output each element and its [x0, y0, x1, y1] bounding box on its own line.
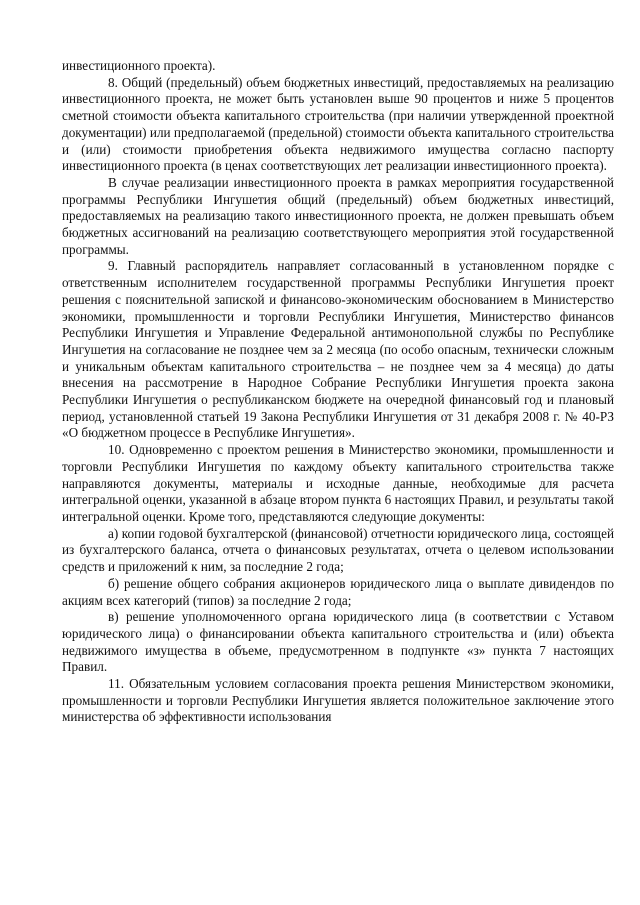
document-page: [62, 58, 614, 726]
paragraph-subitem-a: а) копии годовой бухгалтерской (финансовой) отчетности юридического лица, состоящей из бухгалтерского баланса, отчета о финансовых результатах, отчета о целевом использовании средств и приложений к ним, за последние 2 года;: [62, 525, 614, 575]
paragraph-subitem-v: в) решение уполномоченного органа юридического лица (в соответствии с Уставом юридического лица) о финансировании объекта капитального строительства и (или) объекта недвижимого имущества в объеме, предусмотренном в подпункте «з» пункта 7 настоящих Правил.: [62, 609, 614, 675]
paragraph-item-10: 10. Одновременно с проектом решения в Министерство экономики, промышленности и торговли Республики Ингушетия по каждому объекту капитального строительства также направляются документы, материалы и исходные данные, необходимые для расчета интегральной оценки, указанной в абзаце втором пункта 6 настоящих Правил, и результаты такой интегральной оценки. Кроме того, представляются следующие документы:: [62, 442, 614, 524]
paragraph-item-8-program: В случае реализации инвестиционного проекта в рамках мероприятия государственной программы Республики Ингушетия общий (предельный) объем бюджетных инвестиций, предоставляемых на реализацию такого инвестиционного проекта, не должен превышать объем бюджетных ассигнований на реализацию соответствующего мероприятия этой государственной программы.: [62, 174, 614, 257]
paragraph-continuation: инвестиционного проекта).: [62, 58, 216, 73]
paragraph-subitem-b: б) решение общего собрания акционеров юридического лица о выплате дивидендов по акциям всех категорий (типов) за последние 2 года;: [62, 575, 614, 608]
paragraph-item-8: 8. Общий (предельный) объем бюджетных инвестиций, предоставляемых на реализацию инвестиционного проекта, не может быть установлен выше 90 процентов и ниже 5 процентов сметной стоимости объекта капитального строительства (при наличии утвержденной проектной документации) или предполагаемой (предельной) стоимости объекта капитального строительства и (или) стоимости приобретения объекта недвижимого имущества согласно паспорту инвестиционного проекта (в ценах соответствующих лет реализации инвестиционного проекта).: [62, 74, 614, 174]
paragraph-item-11: 11. Обязательным условием согласования проекта решения Министерством экономики, промышленности и торговли Республики Ингушетия является положительное заключение этого министерства об эффективности использования: [62, 676, 614, 725]
paragraph-item-9: 9. Главный распорядитель направляет согласованный в установленном порядке с ответственным исполнителем государственной программы Республики Ингушетия проект решения с пояснительной запиской и финансово-экономическим обоснованием в Министерство экономики, промышленности и торговли Республики Ингушетия, Министерство финансов Республики Ингушетия и Управление Федеральной антимонопольной службы по Республике Ингушетия на согласование не позднее чем за 2 месяца (по особо опасным, технически сложным и уникальным объектам капитального строительства – не позднее чем за 4 месяца) до даты внесения на рассмотрение в Народное Собрание Республики Ингушетия проекта закона Республики Ингушетия о республиканском бюджете на очередной финансовый год и плановый период, установленной статьей 19 Закона Республики Ингушетия от 31 декабря 2008 г. № 40-РЗ «О бюджетном процессе в Республике Ингушетия».: [62, 258, 614, 441]
